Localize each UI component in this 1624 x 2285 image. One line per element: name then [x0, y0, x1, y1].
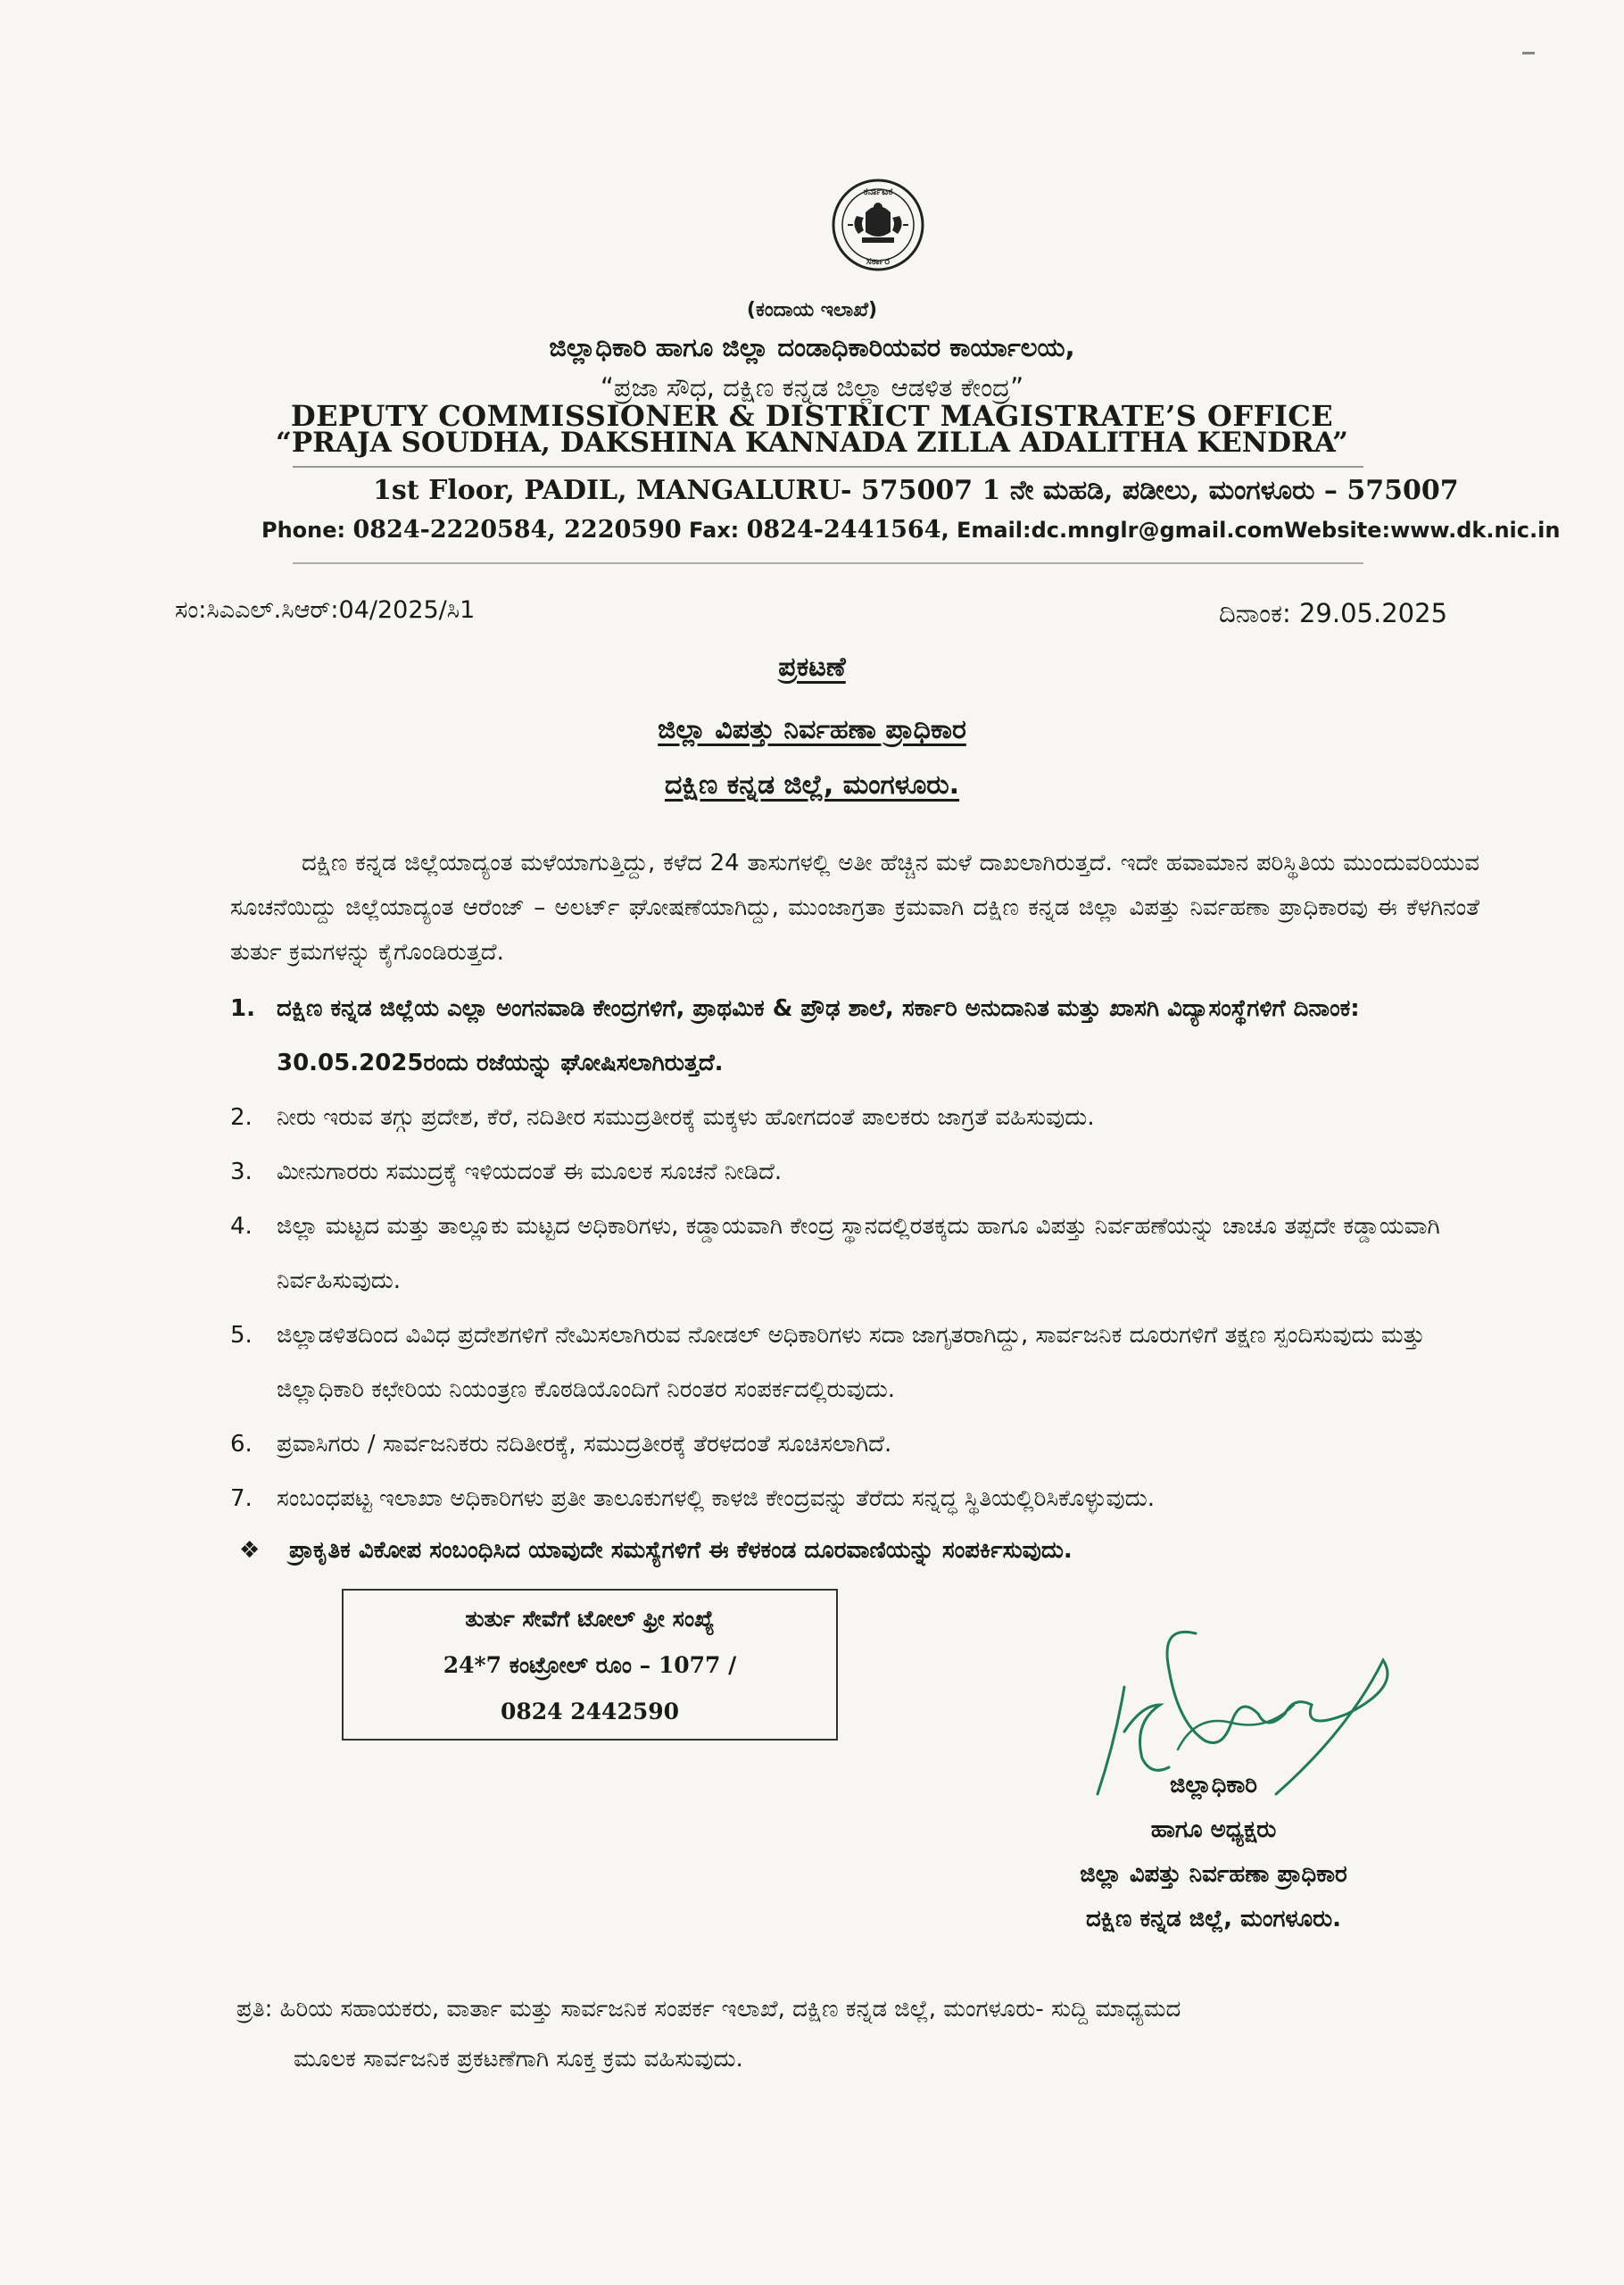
district-heading — [0, 769, 1624, 801]
phone-label: Phone: — [261, 518, 353, 543]
document-date: ದಿನಾಂಕ: 29.05.2025 — [1219, 598, 1448, 628]
list-item-text: ದಕ್ಷಿಣ ಕನ್ನಡ ಜಿಲ್ಲೆಯ ಎಲ್ಲಾ ಅಂಗನವಾಡಿ ಕೇಂದ್ರಗಳಿಗೆ, ಪ್ರಾಥಮಿಕ & ಪ್ರೌಢ ಶಾಲೆ, ಸರ್ಕಾರಿ ಅನುದಾನಿತ ಮತ್ತು ಖಾಸಗಿ ವಿದ್ಯಾಸಂಸ್ಥೆಗಳಿಗೆ ದಿನಾಂಕ: 30.05.2025ರಂದು ರಜೆಯನ್ನು ಘೋಷಿಸಲಾಗಿರುತ್ತದೆ. — [277, 995, 1360, 1076]
control-room-landline: 0824 2442590 — [500, 1699, 680, 1724]
helpline-note — [239, 1537, 1073, 1565]
toll-free-title: ತುರ್ತು ಸೇವೆಗೆ ಟೋಲ್ ಫ್ರೀ ಸಂಖ್ಯೆ — [465, 1606, 715, 1632]
list-item-number: 4. — [230, 1213, 253, 1240]
karnataka-emblem-icon — [830, 170, 926, 293]
intro-text: ದಕ್ಷಿಣ ಕನ್ನಡ ಜಿಲ್ಲೆಯಾದ್ಯಂತ ಮಳೆಯಾಗುತ್ತಿದ್ದು, ಕಳೆದ 24 ತಾಸುಗಳಲ್ಲಿ ಅತೀ ಹೆಚ್ಚಿನ ಮಳೆ ದಾಖಲಾಗಿರುತ್ತದೆ. ಇದೇ ಹವಾಮಾನ ಪರಿಸ್ಥಿತಿಯ ಮುಂದುವರಿಯುವ ಸೂಚನೆಯಿದ್ದು ಜಿಲ್ಲೆಯಾದ್ಯಂತ ಆರೆಂಜ್ – ಅಲರ್ಟ್ ಘೋಷಣೆಯಾಗಿದ್ದು, ಮುಂಜಾಗ್ರತಾ ಕ್ರಮವಾಗಿ ದಕ್ಷಿಣ ಕನ್ನಡ ಜಿಲ್ಲಾ ವಿಪತ್ತು ನಿರ್ವಹಣಾ ಪ್ರಾಧಿಕಾರವು ಈ ಕೆಳಗಿನಂತೆ ತುರ್ತು ಕ್ರಮಗಳನ್ನು ಕೈಗೊಂಡಿರುತ್ತದೆ. — [230, 850, 1479, 966]
authority-text: ಜಿಲ್ಲಾ ವಿಪತ್ತು ನಿರ್ವಹಣಾ ಪ್ರಾಧಿಕಾರ — [658, 714, 966, 745]
district-text: ದಕ್ಷಿಣ ಕನ್ನಡ ಜಿಲ್ಲೆ, ಮಂಗಳೂರು. — [664, 769, 960, 801]
scan-mark — [1522, 52, 1535, 54]
emblem-top-text: ಕರ್ನಾಟಕ — [863, 186, 893, 197]
list-item-number: 5. — [230, 1322, 253, 1349]
list-item-text: ಜಿಲ್ಲಾ ಮಟ್ಟದ ಮತ್ತು ತಾಲ್ಲೂಕು ಮಟ್ಟದ ಅಧಿಕಾರಿಗಳು, ಕಡ್ಡಾಯವಾಗಿ ಕೇಂದ್ರ ಸ್ಥಾನದಲ್ಲಿರತಕ್ಕದು ಹಾಗೂ ವಿಪತ್ತು ನಿರ್ವಹಣೆಯನ್ನು ಚಾಚೂ ತಪ್ಪದೇ ಕಡ್ಡಾಯವಾಗಿ ನಿರ್ವಹಿಸುವುದು. — [277, 1213, 1440, 1294]
office-address: 1st Floor, PADIL, MANGALURU- 575007 1 ನೇ ಮಹಡಿ, ಪಡೀಲು, ಮಂಗಳೂರು – 575007 — [373, 475, 1459, 506]
header-rule-bottom — [293, 562, 1363, 564]
list-item-text: ಮೀನುಗಾರರು ಸಮುದ್ರಕ್ಕೆ ಇಳಿಯದಂತೆ ಈ ಮೂಲಕ ಸೂಚನೆ ನೀಡಿದೆ. — [277, 1159, 783, 1185]
signatory-authority: ಜಿಲ್ಲಾ ವಿಪತ್ತು ನಿರ್ವಹಣಾ ಪ್ರಾಧಿಕಾರ — [1080, 1861, 1347, 1888]
praja-soudha-kn: “ಪ್ರಜಾ ಸೌಧ, ದಕ್ಷಿಣ ಕನ್ನಡ ಜಿಲ್ಲಾ ಆಡಳಿತ ಕೇಂದ್ರ” — [600, 372, 1024, 403]
copy-to-line-1: ಪ್ರತಿ: ಹಿರಿಯ ಸಹಾಯಕರು, ವಾರ್ತಾ ಮತ್ತು ಸಾರ್ವಜನಿಕ ಸಂಪರ್ಕ ಇಲಾಖೆ, ದಕ್ಷಿಣ ಕನ್ನಡ ಜಿಲ್ಲೆ, ಮಂಗಳೂರು- ಸುದ್ದಿ ಮಾಧ್ಯಮದ — [236, 1996, 1181, 2023]
authority-heading — [0, 714, 1624, 745]
list-item — [230, 1472, 1479, 1526]
header-rule-top — [293, 466, 1363, 468]
control-room-number: 24*7 ಕಂಟ್ರೋಲ್ ರೂಂ – 1077 / — [443, 1652, 737, 1678]
signatory-district: ದಕ್ಷಿಣ ಕನ್ನಡ ಜಿಲ್ಲೆ, ಮಂಗಳೂರು. — [1085, 1906, 1342, 1932]
helpline-note-text: ಪ್ರಾಕೃತಿಕ ವಿಕೋಪ ಸಂಬಂಧಿಸಿದ ಯಾವುದೇ ಸಮಸ್ಯೆಗಳಿಗೆ ಈ ಕೆಳಕಂಡ ದೂರವಾಣಿಯನ್ನು ಸಂಪರ್ಕಿಸುವುದು. — [289, 1537, 1073, 1564]
list-item — [230, 1309, 1479, 1417]
praja-soudha-en: “PRAJA SOUDHA, DAKSHINA KANNADA ZILLA ADALITHA KENDRA” — [276, 427, 1348, 459]
list-item-number: 7. — [230, 1485, 253, 1512]
reference-number: ಸಂ:ಸಿಎಎಲ್.ಸಿಆರ್:04/2025/ಸಿ1 — [175, 596, 476, 624]
office-name-en: DEPUTY COMMISSIONER & DISTRICT MAGISTRATE’S OFFICE — [290, 399, 1334, 433]
list-item-text: ನೀರು ಇರುವ ತಗ್ಗು ಪ್ರದೇಶ, ಕೆರೆ, ನದಿತೀರ ಸಮುದ್ರತೀರಕ್ಕೆ ಮಕ್ಕಳು ಹೋಗದಂತೆ ಪಾಲಕರು ಜಾಗ್ರತೆ ವಹಿಸುವುದು. — [277, 1104, 1095, 1131]
diamond-bullet-icon: ❖ — [239, 1537, 261, 1564]
list-item — [230, 1417, 1479, 1472]
list-item — [230, 1145, 1479, 1200]
signatory-title: ಜಿಲ್ಲಾಧಿಕಾರಿ — [1170, 1772, 1257, 1799]
signatory-block — [1044, 1763, 1383, 1941]
toll-free-box — [342, 1589, 838, 1741]
title-text: ಪ್ರಕಟಣೆ — [778, 652, 846, 683]
list-item-number: 3. — [230, 1159, 253, 1185]
title-heading — [0, 652, 1624, 683]
fax-number: 0824-2441564 — [746, 516, 941, 544]
list-item-number: 6. — [230, 1431, 253, 1458]
list-item — [230, 1091, 1479, 1145]
intro-paragraph — [230, 841, 1479, 975]
list-item-text: ಪ್ರವಾಸಿಗರು / ಸಾರ್ವಜನಿಕರು ನದಿತೀರಕ್ಕೆ, ಸಮುದ್ರತೀರಕ್ಕೆ ತೆರಳದಂತೆ ಸೂಚಿಸಲಾಗಿದೆ. — [277, 1431, 892, 1458]
list-item-number: 1. — [230, 995, 255, 1022]
action-points-list — [230, 982, 1479, 1526]
list-item-text: ಸಂಬಂಧಪಟ್ಟ ಇಲಾಖಾ ಅಧಿಕಾರಿಗಳು ಪ್ರತೀ ತಾಲೂಕುಗಳಲ್ಲಿ ಕಾಳಜಿ ಕೇಂದ್ರವನ್ನು ತೆರೆದು ಸನ್ನದ್ಧ ಸ್ಥಿತಿಯಲ್ಲಿರಿಸಿಕೊಳ್ಳುವುದು. — [277, 1485, 1155, 1512]
list-item — [230, 982, 1479, 1091]
list-item-number: 2. — [230, 1104, 253, 1131]
department-kn: (ಕಂದಾಯ ಇಲಾಖೆ) — [746, 299, 878, 321]
phone-numbers: 0824-2220584, 2220590 — [352, 516, 682, 544]
emblem-bottom-text: ಸರ್ಕಾರ — [866, 255, 891, 267]
fax-label: Fax: — [681, 518, 747, 543]
list-item — [230, 1200, 1479, 1309]
list-item-text: ಜಿಲ್ಲಾಡಳಿತದಿಂದ ವಿವಿಧ ಪ್ರದೇಶಗಳಿಗೆ ನೇಮಿಸಲಾಗಿರುವ ನೋಡಲ್ ಅಧಿಕಾರಿಗಳು ಸದಾ ಜಾಗೃತರಾಗಿದ್ದು, ಸಾರ್ವಜನಿಕ ದೂರುಗಳಿಗೆ ತಕ್ಷಣ ಸ್ಪಂದಿಸುವುದು ಮತ್ತು ಜಿಲ್ಲಾಧಿಕಾರಿ ಕಛೇರಿಯ ನಿಯಂತ್ರಣ ಕೊಠಡಿಯೊಂದಿಗೆ ನಿರಂತರ ಸಂಪರ್ಕದಲ್ಲಿರುವುದು. — [277, 1322, 1425, 1403]
email-website: , Email:dc.mnglr@gmail.comWebsite:www.dk.nic.in — [940, 518, 1561, 543]
office-name-kn: ಜಿಲ್ಲಾಧಿಕಾರಿ ಹಾಗೂ ಜಿಲ್ಲಾ ದಂಡಾಧಿಕಾರಿಯವರ ಕಾರ್ಯಾಲಯ, — [549, 332, 1075, 362]
copy-to-block — [236, 1984, 1486, 2084]
copy-to-line-2: ಮೂಲಕ ಸಾರ್ವಜನಿಕ ಪ್ರಕಟಣೆಗಾಗಿ ಸೂಕ್ತ ಕ್ರಮ ವಹಿಸುವುದು. — [294, 2046, 743, 2073]
signatory-role: ಹಾಗೂ ಅಧ್ಯಕ್ಷರು — [1150, 1816, 1277, 1843]
contact-line — [261, 516, 1560, 544]
